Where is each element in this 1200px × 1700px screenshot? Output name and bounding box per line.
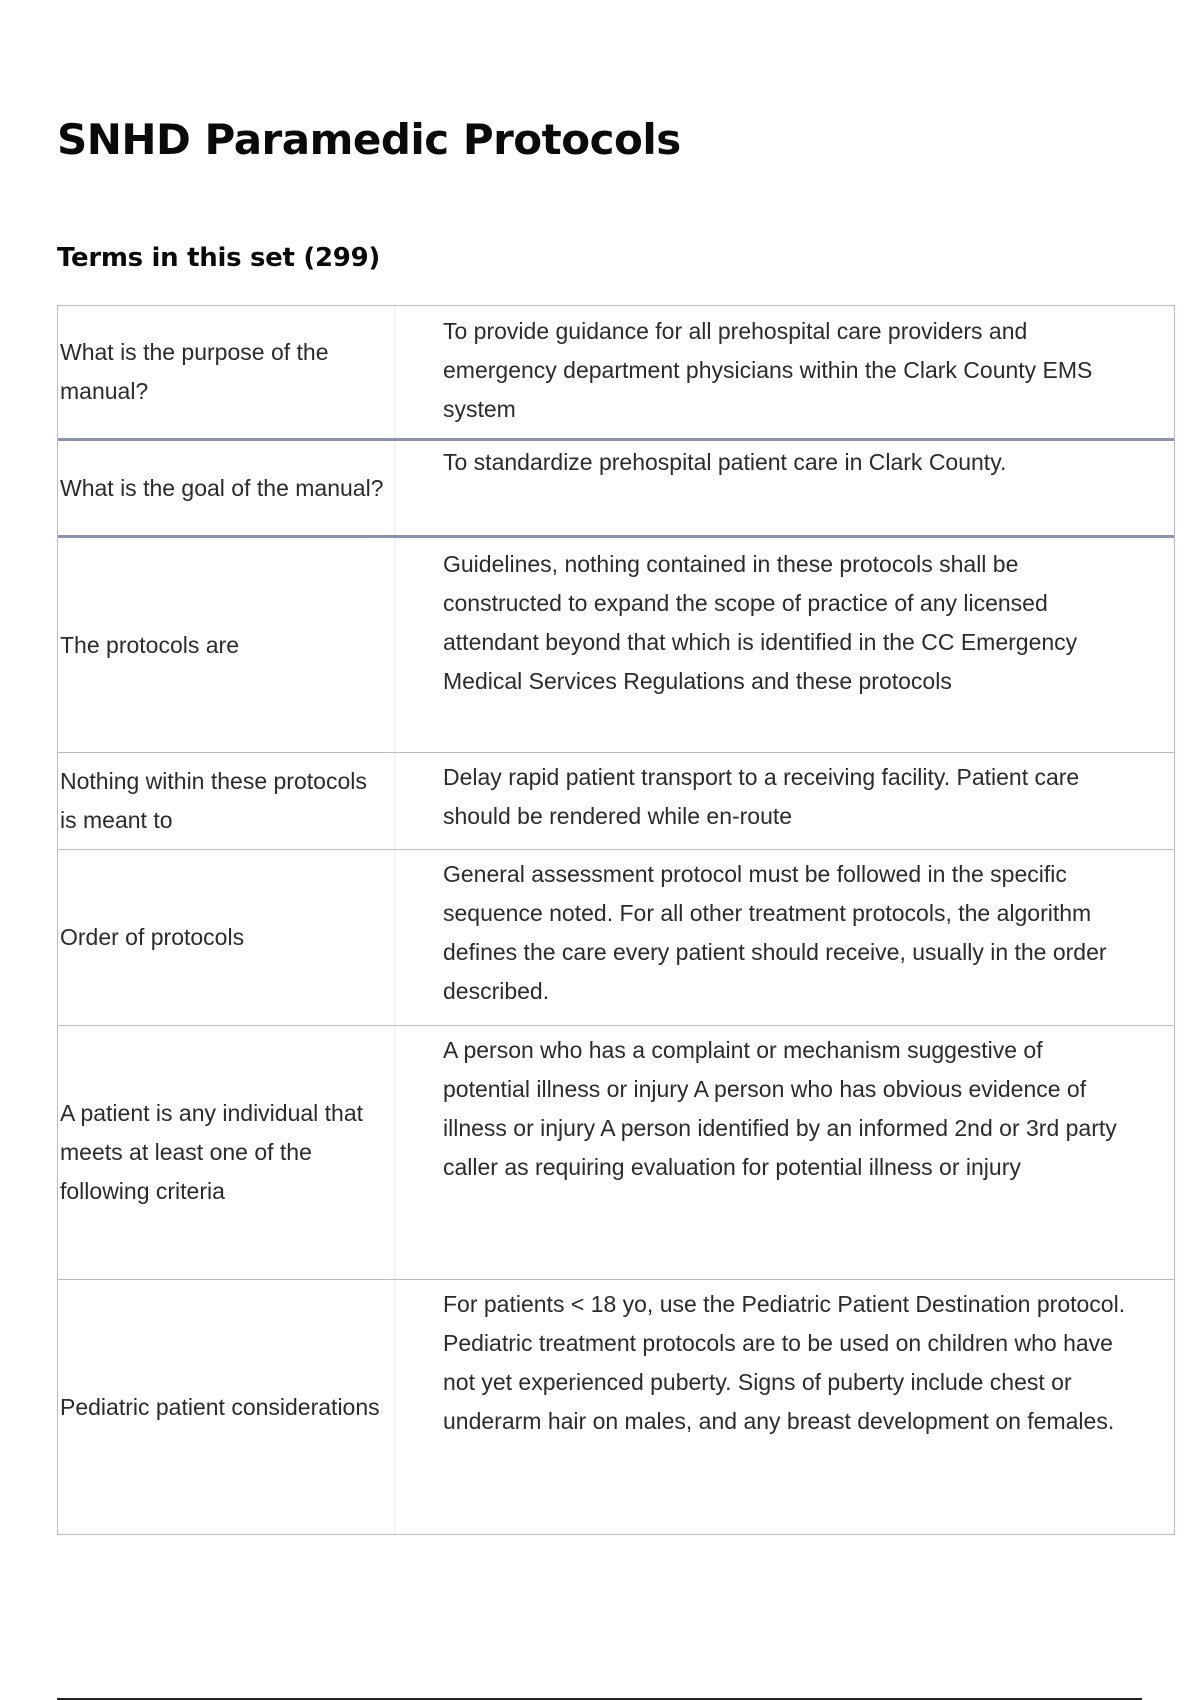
definition-text: Guidelines, nothing contained in these protocols shall be constructed to expand the scope of practice of any licensed attendant beyond that which is identified in the CC Emergency Medical Services Regulations and these protocols [443, 551, 1078, 694]
term-row [58, 538, 1174, 753]
page-title: SNHD Paramedic Protocols [57, 115, 681, 164]
terms-table [57, 305, 1175, 1535]
definition-cell [395, 441, 1174, 535]
definition-text: Delay rapid patient transport to a receiving facility. Patient care should be rendered while en-route [443, 764, 1080, 829]
term-row [58, 1280, 1174, 1534]
definition-cell [395, 850, 1174, 1025]
definition-text: For patients < 18 yo, use the Pediatric Patient Destination protocol. Pediatric treatment protocols are to be used on children who have not yet experienced puberty. Signs of puberty include chest or underarm hair on males, and any breast development on females. [443, 1291, 1126, 1434]
term-text: Pediatric patient considerations [58, 1280, 395, 1534]
term-row [58, 1026, 1174, 1280]
term-text: The protocols are [58, 538, 395, 752]
definition-cell [395, 1026, 1174, 1279]
definition-cell [395, 753, 1174, 849]
term-row [58, 850, 1174, 1026]
definition-cell [395, 306, 1174, 438]
term-text: What is the goal of the manual? [58, 441, 395, 535]
term-row [58, 441, 1174, 538]
definition-text: To provide guidance for all prehospital care providers and emergency department physicians within the Clark County EMS system [443, 318, 1093, 422]
definition-cell [395, 538, 1174, 752]
definition-text: General assessment protocol must be followed in the specific sequence noted. For all other treatment protocols, the algorithm defines the care every patient should receive, usually in the order described. [443, 861, 1107, 1004]
term-row [58, 306, 1174, 441]
term-text: Nothing within these protocols is meant to [58, 753, 395, 849]
terms-count-heading: Terms in this set (299) [57, 243, 380, 273]
term-text: Order of protocols [58, 850, 395, 1025]
definition-text: A person who has a complaint or mechanism suggestive of potential illness or injury A person who has obvious evidence of illness or injury A person identified by an informed 2nd or 3rd party caller as requiring evaluation for potential illness or injury [443, 1037, 1117, 1180]
definition-cell [395, 1280, 1174, 1534]
term-text: A patient is any individual that meets at least one of the following criteria [58, 1026, 395, 1279]
term-row [58, 753, 1174, 850]
term-text: What is the purpose of the manual? [58, 306, 395, 438]
definition-text: To standardize prehospital patient care in Clark County. [443, 449, 1007, 475]
